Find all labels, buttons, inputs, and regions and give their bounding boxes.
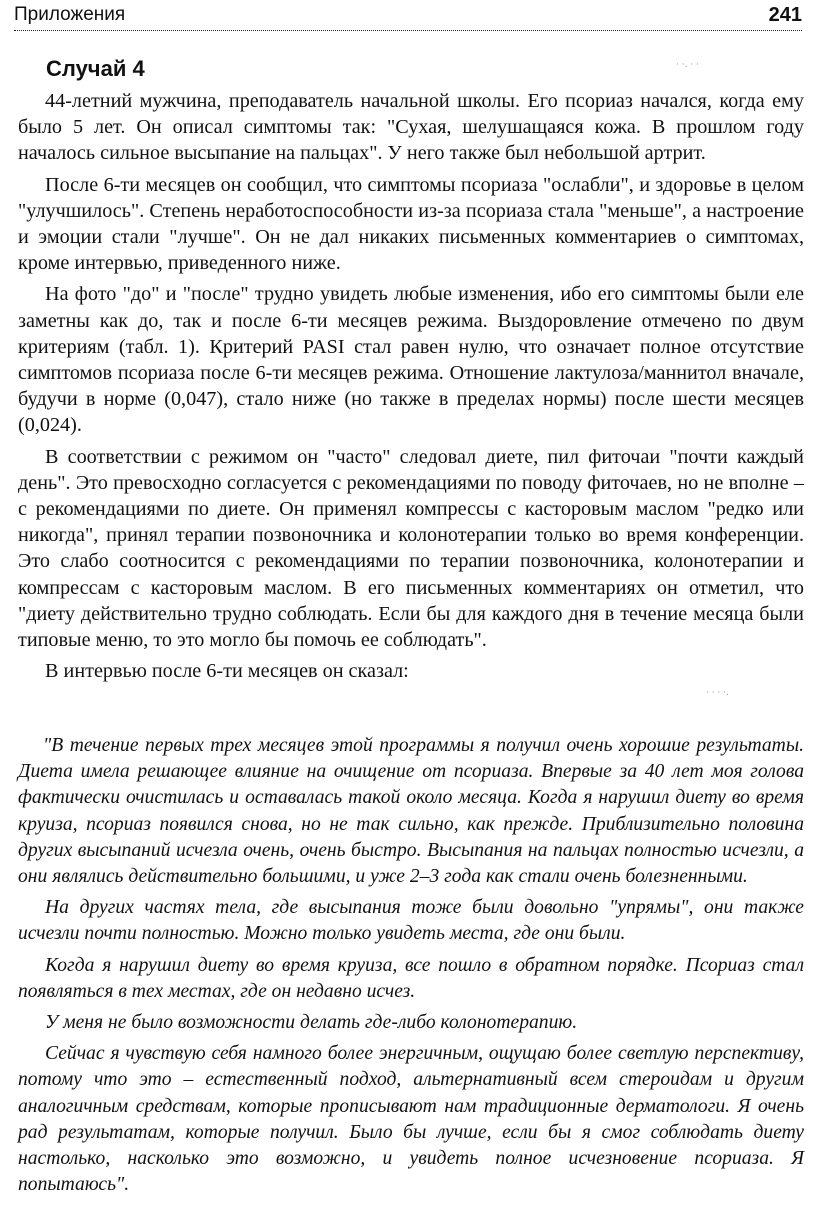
body-paragraph: На фото "до" и "после" трудно увидеть любые изменения, ибо его симптомы были еле заметны как до, так и после 6-ти месяцев режима. Выздоровление отмечено по двум критериям (табл. 1). Критерий PASI стал равен нулю, что означает полное отсутствие симптомов псориаза после 6-ти месяцев режима. Отношение лактулоза/маннитол вначале, будучи в норме (0,047), стало ниже (но также в пределах нормы) после шести месяцев (0,024). (18, 283, 804, 437)
quote-paragraph: На других частях тела, где высыпания тоже были довольно "упрямы", они также исчезли почти полностью. Можно только увидеть места, где они были. (18, 897, 804, 945)
quote-paragraph: "В течение первых трех месяцев этой программы я получил очень хорошие результаты. Диета имела решающее влияние на очищение от псориаза. Впервые за 40 лет моя голова фактически очистилась и оставалась такой около месяца. Когда я нарушил диету во время круиза, псориаз появился снова, но не так сильно, как прежде. Приблизительно половина других высыпаний исчезла очень, очень быстро. Высыпания на пальцах полностью исчезли, а они являлись действительно большими, и уже 2–3 года как стали очень болезненными. (18, 735, 804, 888)
scan-speck: · ·. · · (676, 60, 699, 70)
quote-paragraph: Когда я нарушил диету во время круиза, все пошло в обратном порядке. Псориаз стал появляться в тех местах, где он недавно исчез. (18, 954, 804, 1002)
quote-paragraph: Сейчас я чувствую себя намного более энергичным, ощущаю более светлую перспективу, потому что это – естественный подход, альтернативный всем стероидам и другим аналогичным средствам, которые прописывают нам традиционные дерматологи. Я очень рад результатам, которые получил. Было бы лучше, если бы я смог соблюдать диету настолько, насколько это возможно, и увидеть полное исчезновение псориаза. Я попытаюсь". (18, 1043, 804, 1196)
page-number: 241 (768, 4, 802, 26)
interview-quote (18, 733, 804, 1203)
body-paragraph: В соответствии с режимом он "часто" следовал диете, пил фиточаи "почти каждый день". Это превосходно согласуется с рекомендациями по поводу фиточаев, но не вполне – с рекомендациями по диете. Он применял компрессы с касторовым маслом "редко или никогда", принял терапии позвоночника и колонотерапии только во время конференции. Это слабо соотносится с рекомендациями по терапии позвоночника, колонотерапии и компрессам с касторовым маслом. В его письменных комментариях он отметил, что "диету действительно трудно соблюдать. Если бы для каждого дня в течение месяца были типовые меню, то это могло бы помочь ее соблюдать". (18, 445, 804, 652)
scan-speck: · · · ·. (706, 688, 729, 698)
running-header (14, 4, 802, 31)
body-paragraph: После 6-ти месяцев он сообщил, что симптомы псориаза "ослабли", и здоровье в целом "улучшилось". Степень неработоспособности из-за псориаза стала "меньше", а настроение и эмоции стали "лучше". Он не дал никаких письменных комментариев о симптомах, кроме интервью, приведенного ниже. (18, 173, 804, 275)
body-paragraph: В интервью после 6-ти месяцев он сказал: (45, 660, 409, 683)
body-text (18, 88, 804, 689)
section-title: Приложения (14, 4, 126, 25)
body-paragraph: 44-летний мужчина, преподаватель начальной школы. Его псориаз начался, когда ему было 5 лет. Он описал симптомы так: "Сухая, шелушащаяся кожа. В прошлом году началось сильное высыпание на пальцах". У него также был небольшой артрит. (18, 90, 804, 165)
case-title: Случай 4 (46, 56, 145, 81)
quote-paragraph: У меня не было возможности делать где-либо колонотерапию. (45, 1012, 578, 1034)
